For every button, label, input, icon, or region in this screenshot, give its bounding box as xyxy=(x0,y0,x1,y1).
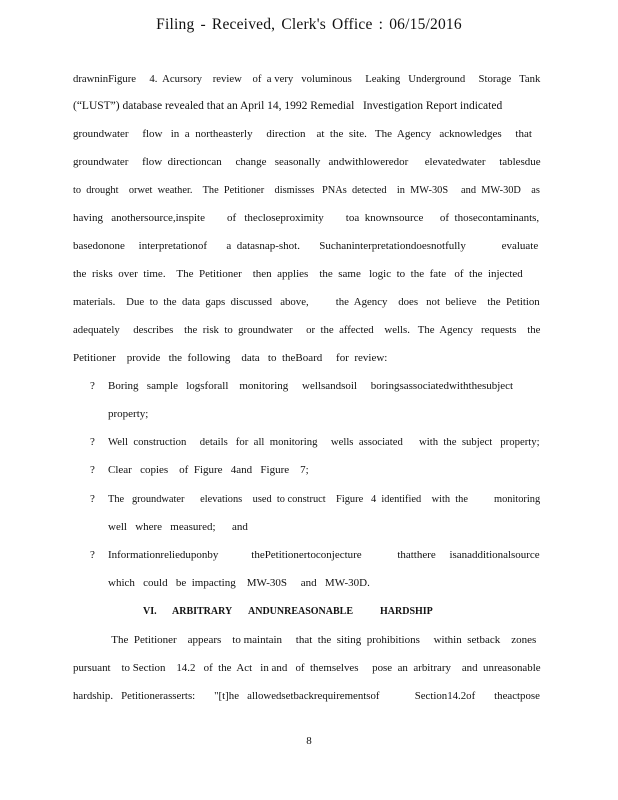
list-item-text: Informationrelieduponby thePetitionertoconjecture thatthere isanadditionalsource xyxy=(108,549,540,561)
body-line: the risks over time. The Petitioner then applies the same logic to the fate of the injected xyxy=(73,268,523,280)
body-line: basedonone interpretationof a datasnap-shot. Suchaninterpretationdoesnotfully evaluate xyxy=(73,240,539,252)
body-line: Petitioner provide the following data to theBoard for review: xyxy=(73,352,388,364)
filing-header: Filing - Received, Clerk's Office : 06/15/2016 xyxy=(156,16,462,33)
body-line: materials. Due to the data gaps discussed above, the Agency does not believe the Petition xyxy=(73,296,540,308)
section-number: VI. xyxy=(143,606,157,617)
bullet-glyph: ? xyxy=(90,380,95,392)
section-heading-word: ARBITRARY xyxy=(172,606,233,617)
list-item-text: Clear copies of Figure 4and Figure 7; xyxy=(108,464,309,476)
bullet-glyph: ? xyxy=(90,549,95,561)
list-item-text: well where measured; and xyxy=(108,521,248,533)
body-line: The Petitioner appears to maintain that the siting prohibitions within setback zones xyxy=(73,634,537,646)
body-line: having anothersource,inspite of thecloseproximity toa knownsource of thosecontaminants, xyxy=(73,212,540,224)
bullet-glyph: ? xyxy=(90,464,95,476)
bullet-glyph: ? xyxy=(90,493,95,505)
list-item-text: The groundwater elevations used to construct Figure 4 identified with the monitoring xyxy=(108,493,541,505)
bullet-glyph: ? xyxy=(90,436,95,448)
body-line: (“LUST”) database revealed that an April 14, 1992 Remedial Investigation Report indicated xyxy=(73,100,503,112)
list-item-text: property; xyxy=(108,408,149,420)
list-item-text: Well construction details for all monitoring wells associated with the subject property; xyxy=(108,436,540,448)
body-line: adequately describes the risk to groundwater or the affected wells. The Agency requests the xyxy=(73,324,541,336)
list-item-text: which could be impacting MW-30S and MW-30D. xyxy=(108,577,370,589)
section-heading-word: ANDUNREASONABLE xyxy=(248,606,354,617)
page-number: 8 xyxy=(306,735,312,747)
body-line: groundwater flow directioncan change seasonally andwithloweredor elevatedwater tablesdue xyxy=(73,156,541,168)
list-item-text: Boring sample logsforall monitoring wellsandsoil boringsassociatedwiththesubject xyxy=(108,380,514,392)
body-line: pursuant to Section 14.2 of the Act in and of themselves pose an arbitrary and unreasonable xyxy=(73,662,541,674)
body-line: drawninFigure 4. Acursory review of a very voluminous Leaking Underground Storage Tank xyxy=(73,73,541,85)
body-line: hardship. Petitionerasserts: "[t]he allowedsetbackrequirementsof Section14.2of theactpose xyxy=(73,690,540,702)
body-line: groundwater flow in a northeasterly direction at the site. The Agency acknowledges that xyxy=(73,128,532,140)
body-line: to drought orwet weather. The Petitioner dismisses PNAs detected in MW-30S and MW-30D as xyxy=(73,184,540,196)
section-heading-word: HARDSHIP xyxy=(380,606,433,617)
